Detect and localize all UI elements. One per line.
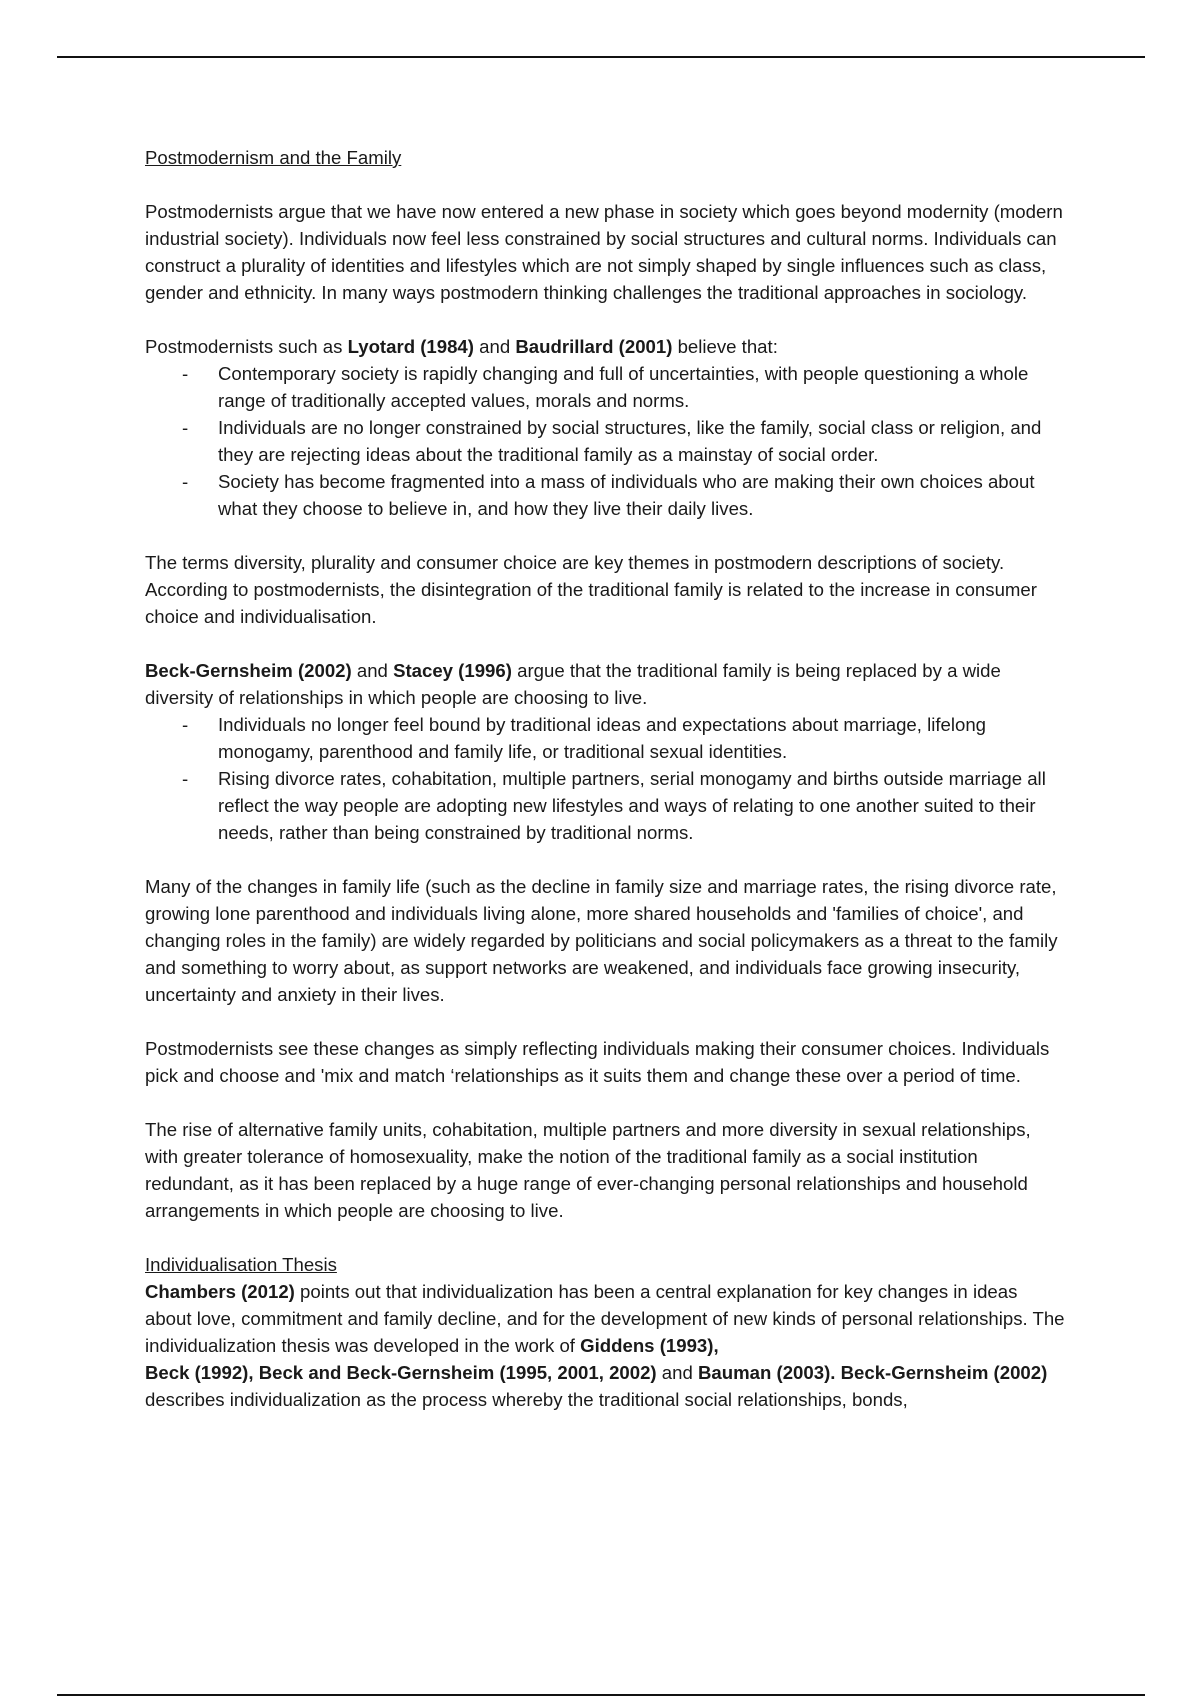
header-rule (57, 56, 1145, 58)
bullet-list-postmodernists (145, 360, 1065, 522)
paragraph-postmodernists: Postmodernists such as Lyotard (1984) and Baudrillard (2001) believe that: (145, 336, 778, 357)
citation-baudrillard: Baudrillard (2001) (515, 336, 673, 357)
list-item: - Individuals no longer feel bound by traditional ideas and expectations about marriage, lifelong monogamy, parenthood and family life, or traditional sexual identities. (145, 711, 1065, 765)
footer-rule (57, 1694, 1145, 1696)
paragraph-diversity: The terms diversity, plurality and consumer choice are key themes in postmodern descriptions of society. According to postmodernists, the disintegration of the traditional family is related to the increase in consumer choice and individualisation. (145, 552, 1037, 627)
paragraph-intro: Postmodernists argue that we have now entered a new phase in society which goes beyond modernity (modern industrial society). Individuals now feel less constrained by social structures and cultural norms. Individuals can construct a plurality of identities and lifestyles which are not simply shaped by single influences such as class, gender and ethnicity. In many ways postmodern thinking challenges the traditional approaches in sociology. (145, 201, 1063, 303)
paragraph-alternative-units: The rise of alternative family units, cohabitation, multiple partners and more diversity in sexual relationships, with greater tolerance of homosexuality, make the notion of the traditional family as a social institution redundant, as it has been replaced by a huge range of ever-changing personal relationships and household arrangements in which people are choosing to live. (145, 1119, 1031, 1221)
citation-stacey: Stacey (1996) (393, 660, 512, 681)
paragraph-beck-stacey: Beck-Gernsheim (2002) and Stacey (1996) argue that the traditional family is being replaced by a wide diversity of relationships in which people are choosing to live. (145, 660, 1001, 708)
document-body (145, 144, 1065, 1413)
citation-beck: Beck (1992), Beck and Beck-Gernsheim (1995, 2001, 2002) (145, 1362, 657, 1383)
list-item: - Rising divorce rates, cohabitation, multiple partners, serial monogamy and births outside marriage all reflect the way people are adopting new lifestyles and ways of relating to one another suited to their needs, rather than being constrained by traditional norms. (145, 765, 1065, 846)
bullet-list-relationships (145, 711, 1065, 846)
paragraph-changes: Many of the changes in family life (such as the decline in family size and marriage rates, the rising divorce rate, growing lone parenthood and individuals living alone, more shared households and 'families of choice', and changing roles in the family) are widely regarded by politicians and social policymakers as a threat to the family and something to worry about, as support networks are weakened, and individuals face growing insecurity, uncertainty and anxiety in their lives. (145, 876, 1058, 1005)
citation-bauman: Bauman (2003). Beck-Gernsheim (2002) (697, 1362, 1048, 1383)
list-item: - Contemporary society is rapidly changing and full of uncertainties, with people questioning a whole range of traditionally accepted values, morals and norms. (145, 360, 1065, 414)
paragraph-individualisation: Chambers (2012) points out that individualization has been a central explanation for key changes in ideas about love, commitment and family decline, and for the development of new kinds of personal relationships. The individualization thesis was developed in the work of Giddens (1993), Beck (1992), Beck and Beck-Gernsheim (1995, 2001, 2002) and Bauman (2003). Beck-Gernsheim (2002) describes individualization as the process whereby the traditional social relationships, bonds, (145, 1281, 1065, 1410)
citation-giddens: Giddens (1993), (580, 1335, 719, 1356)
paragraph-consumer-choices: Postmodernists see these changes as simply reflecting individuals making their consumer choices. Individuals pick and choose and 'mix and match ‘relationships as it suits them and change these over a period of time. (145, 1038, 1050, 1086)
page-title: Postmodernism and the Family (145, 147, 402, 168)
citation-beck-gernsheim: Beck-Gernsheim (2002) (145, 660, 352, 681)
list-item: - Society has become fragmented into a mass of individuals who are making their own choices about what they choose to believe in, and how they live their daily lives. (145, 468, 1065, 522)
citation-lyotard: Lyotard (1984) (347, 336, 474, 357)
list-item: - Individuals are no longer constrained by social structures, like the family, social class or religion, and they are rejecting ideas about the traditional family as a mainstay of social order. (145, 414, 1065, 468)
citation-chambers: Chambers (2012) (145, 1281, 295, 1302)
section-title-individualisation: Individualisation Thesis (145, 1254, 337, 1275)
